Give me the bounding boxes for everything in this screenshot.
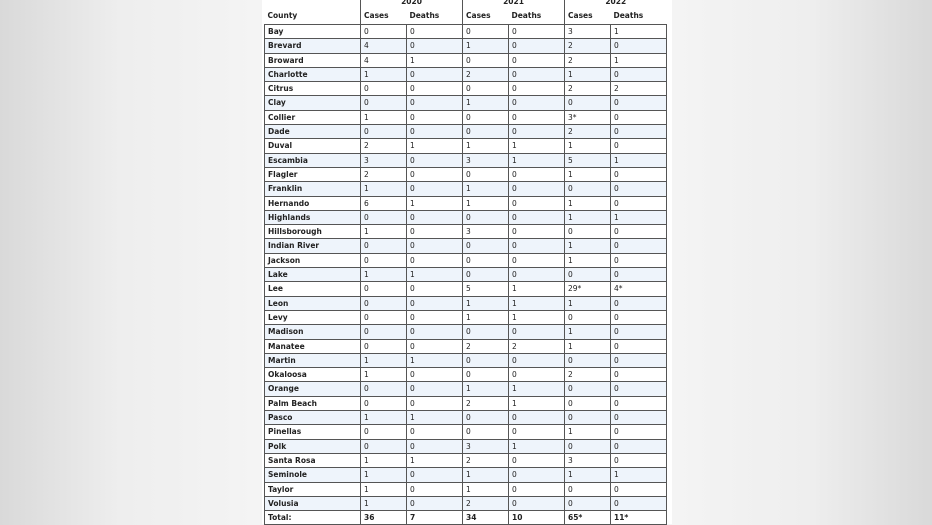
county-name-cell: Martin (265, 353, 361, 367)
deaths-2021-cell: 0 (509, 125, 565, 139)
county-name-cell: Escambia (265, 153, 361, 167)
county-name-cell: Hillsborough (265, 225, 361, 239)
cases-2020-cell: 0 (361, 125, 407, 139)
table-row (265, 67, 667, 81)
deaths-2020-cell: 0 (407, 496, 463, 510)
table-row (265, 239, 667, 253)
table-row (265, 353, 667, 367)
cases-2021-cell: 0 (463, 425, 509, 439)
cases-2020-cell: 4 (361, 53, 407, 67)
county-name-cell: Lake (265, 268, 361, 282)
cases-2020-cell: 0 (361, 425, 407, 439)
deaths-2020-cell: 1 (407, 196, 463, 210)
cases-2022-cell: 1 (565, 196, 611, 210)
table-row (265, 182, 667, 196)
deaths-2022-cell: 0 (611, 253, 667, 267)
deaths-2021-cell: 1 (509, 396, 565, 410)
total-label-cell: Total: (265, 511, 361, 525)
cases-2022-cell: 3 (565, 25, 611, 39)
deaths-2022-cell: 0 (611, 453, 667, 467)
deaths-2022-cell: 1 (611, 153, 667, 167)
table-row (265, 382, 667, 396)
deaths-2020-cell: 0 (407, 468, 463, 482)
deaths-2021-cell: 0 (509, 39, 565, 53)
table-row (265, 39, 667, 53)
deaths-2022-cell: 0 (611, 268, 667, 282)
county-name-cell: Lee (265, 282, 361, 296)
table-row (265, 411, 667, 425)
cases-2022-cell: 0 (565, 225, 611, 239)
cases-2020-cell: 0 (361, 210, 407, 224)
year-header-spacer (265, 0, 361, 7)
county-name-cell: Santa Rosa (265, 453, 361, 467)
county-name-cell: Duval (265, 139, 361, 153)
cases-2020-cell: 0 (361, 382, 407, 396)
cases-2021-cell: 1 (463, 468, 509, 482)
cases-2020-cell: 2 (361, 167, 407, 181)
cases-2022-cell: 2 (565, 53, 611, 67)
cases-2022-cell: 0 (565, 482, 611, 496)
county-name-cell: Levy (265, 310, 361, 324)
county-name-cell: Citrus (265, 82, 361, 96)
deaths-2020-cell: 0 (407, 310, 463, 324)
deaths-2020-cell: 0 (407, 253, 463, 267)
deaths-2020-cell: 0 (407, 67, 463, 81)
table-row (265, 425, 667, 439)
cases-2022-cell: 1 (565, 425, 611, 439)
deaths-2022-cell: 4* (611, 282, 667, 296)
cases-2021-cell: 1 (463, 310, 509, 324)
deaths-2022-cell: 0 (611, 110, 667, 124)
cases-2022-cell: 1 (565, 239, 611, 253)
cases-2022-cell: 0 (565, 496, 611, 510)
cases-2020-cell: 0 (361, 239, 407, 253)
deaths-2021-cell: 1 (509, 439, 565, 453)
county-name-cell: Volusia (265, 496, 361, 510)
county-name-cell: Seminole (265, 468, 361, 482)
deaths-2020-cell: 0 (407, 182, 463, 196)
deaths-2020-cell: 0 (407, 110, 463, 124)
deaths-2020-cell: 0 (407, 82, 463, 96)
cases-2021-cell: 1 (463, 39, 509, 53)
deaths-2022-cell: 0 (611, 368, 667, 382)
table-row (265, 82, 667, 96)
table-row (265, 496, 667, 510)
cases-2022-cell: 1 (565, 210, 611, 224)
deaths-2020-cell: 0 (407, 396, 463, 410)
document-sheet (262, 0, 672, 524)
cases-2021-cell: 1 (463, 296, 509, 310)
table-row (265, 167, 667, 181)
cases-2020-cell: 1 (361, 468, 407, 482)
deaths-2022-cell: 0 (611, 182, 667, 196)
deaths-2020-cell: 1 (407, 411, 463, 425)
cases-2021-cell: 2 (463, 396, 509, 410)
deaths-2021-cell: 0 (509, 353, 565, 367)
county-name-cell: Franklin (265, 182, 361, 196)
cases-2022-cell: 1 (565, 468, 611, 482)
county-name-cell: Indian River (265, 239, 361, 253)
cases-2020-cell: 1 (361, 482, 407, 496)
cases-2020-cell: 0 (361, 310, 407, 324)
cases-2021-cell: 1 (463, 382, 509, 396)
deaths-2022-cell: 0 (611, 296, 667, 310)
cases-2020-cell: 0 (361, 339, 407, 353)
cases-2020-cell: 0 (361, 296, 407, 310)
table-row (265, 268, 667, 282)
deaths-2022-cell: 0 (611, 439, 667, 453)
deaths-2021-cell: 0 (509, 496, 565, 510)
cases-2021-cell: 3 (463, 225, 509, 239)
deaths-2022-cell: 0 (611, 411, 667, 425)
cases-2021-cell: 1 (463, 96, 509, 110)
cases-2022-cell: 3 (565, 453, 611, 467)
deaths-2021-cell: 0 (509, 82, 565, 96)
cases-2022-cell: 1 (565, 296, 611, 310)
cases-2022-cell: 2 (565, 82, 611, 96)
year-header-2021: 2021 (463, 0, 565, 7)
cases-2021-cell: 2 (463, 67, 509, 81)
deaths-2022-cell: 1 (611, 53, 667, 67)
cases-2021-cell: 1 (463, 482, 509, 496)
cases-2020-cell: 1 (361, 453, 407, 467)
cases-2022-cell: 0 (565, 353, 611, 367)
deaths-2021-cell: 1 (509, 282, 565, 296)
cases-2020-cell: 1 (361, 268, 407, 282)
deaths-2020-cell: 0 (407, 239, 463, 253)
deaths-2020-cell: 0 (407, 96, 463, 110)
county-name-cell: Polk (265, 439, 361, 453)
cases-2021-cell: 0 (463, 167, 509, 181)
cases-2022-cell: 1 (565, 67, 611, 81)
cases-2022-cell: 3* (565, 110, 611, 124)
total-cases-2021-cell: 34 (463, 511, 509, 525)
county-name-cell: Flagler (265, 167, 361, 181)
cases-2021-cell: 0 (463, 411, 509, 425)
cases-2021-cell: 0 (463, 353, 509, 367)
deaths-2020-cell: 0 (407, 382, 463, 396)
deaths-2021-cell: 0 (509, 268, 565, 282)
county-name-cell: Broward (265, 53, 361, 67)
cases-2020-cell: 1 (361, 368, 407, 382)
deaths-2021-cell: 1 (509, 296, 565, 310)
deaths-2022-cell: 0 (611, 96, 667, 110)
cases-2022-cell: 29* (565, 282, 611, 296)
cases-2021-cell: 3 (463, 439, 509, 453)
cases-2020-cell: 0 (361, 325, 407, 339)
deaths-2020-cell: 0 (407, 339, 463, 353)
deaths-2021-cell: 0 (509, 225, 565, 239)
cases-2020-cell: 0 (361, 282, 407, 296)
cases-2022-cell: 0 (565, 96, 611, 110)
county-name-cell: Orange (265, 382, 361, 396)
deaths-2022-cell: 1 (611, 210, 667, 224)
cases-2022-cell: 0 (565, 396, 611, 410)
deaths-2021-cell: 0 (509, 53, 565, 67)
county-name-cell: Pinellas (265, 425, 361, 439)
table-row (265, 25, 667, 39)
deaths-2022-cell: 0 (611, 310, 667, 324)
cases-2022-cell: 1 (565, 139, 611, 153)
deaths-2021-cell: 0 (509, 196, 565, 210)
table-row (265, 96, 667, 110)
deaths-2021-cell: 0 (509, 182, 565, 196)
cases-2021-cell: 2 (463, 453, 509, 467)
county-column-header: County (265, 7, 361, 25)
deaths-2021-cell: 0 (509, 210, 565, 224)
year-header-2020: 2020 (361, 0, 463, 7)
county-name-cell: Highlands (265, 210, 361, 224)
cases-2021-cell: 0 (463, 82, 509, 96)
table-row (265, 139, 667, 153)
cases-2021-cell: 0 (463, 239, 509, 253)
county-name-cell: Bay (265, 25, 361, 39)
deaths-2020-cell: 0 (407, 225, 463, 239)
deaths-2021-cell: 0 (509, 239, 565, 253)
total-deaths-2021-cell: 10 (509, 511, 565, 525)
cases-2022-cell: 0 (565, 439, 611, 453)
cases-deaths-table (264, 0, 667, 525)
deaths-2020-cell: 0 (407, 368, 463, 382)
cases-2022-cell: 1 (565, 325, 611, 339)
county-name-cell: Brevard (265, 39, 361, 53)
cases-2021-cell: 0 (463, 368, 509, 382)
deaths-2021-cell: 0 (509, 67, 565, 81)
deaths-2021-cell: 0 (509, 453, 565, 467)
cases-2021-cell: 0 (463, 25, 509, 39)
cases-2022-cell: 0 (565, 411, 611, 425)
cases-2022-cell: 2 (565, 368, 611, 382)
cases-2020-cell: 1 (361, 225, 407, 239)
table-row (265, 110, 667, 124)
deaths-2020-cell: 1 (407, 139, 463, 153)
table-row (265, 296, 667, 310)
county-name-cell: Pasco (265, 411, 361, 425)
deaths-2022-cell: 0 (611, 382, 667, 396)
table-body (265, 25, 667, 525)
deaths-2021-cell: 1 (509, 310, 565, 324)
cases-2020-cell: 0 (361, 82, 407, 96)
table-row (265, 125, 667, 139)
cases-2020-cell: 1 (361, 353, 407, 367)
cases-2020-cell: 1 (361, 67, 407, 81)
cases-2020-cell: 0 (361, 253, 407, 267)
deaths-2022-cell: 0 (611, 353, 667, 367)
table-row (265, 439, 667, 453)
deaths-2020-cell: 1 (407, 53, 463, 67)
cases-2020-cell: 1 (361, 110, 407, 124)
cases-2020-cell: 0 (361, 439, 407, 453)
deaths-2022-cell: 0 (611, 396, 667, 410)
deaths-2020-cell: 0 (407, 25, 463, 39)
deaths-2022-cell: 0 (611, 225, 667, 239)
total-cases-2022-cell: 65* (565, 511, 611, 525)
cases-2021-cell: 0 (463, 210, 509, 224)
cases-2021-cell: 0 (463, 125, 509, 139)
table-row (265, 368, 667, 382)
deaths-2022-cell: 0 (611, 325, 667, 339)
table-row (265, 153, 667, 167)
county-name-cell: Charlotte (265, 67, 361, 81)
table-row (265, 196, 667, 210)
deaths-2020-cell: 0 (407, 482, 463, 496)
deaths-2022-cell: 0 (611, 339, 667, 353)
cases-2022-cell: 0 (565, 382, 611, 396)
deaths-2022-cell: 0 (611, 167, 667, 181)
county-name-cell: Madison (265, 325, 361, 339)
deaths-2021-cell: 0 (509, 325, 565, 339)
cases-2021-cell: 0 (463, 268, 509, 282)
table-row (265, 468, 667, 482)
table-row (265, 310, 667, 324)
cases-2020-cell: 1 (361, 496, 407, 510)
cases-2021-cell: 5 (463, 282, 509, 296)
county-name-cell: Dade (265, 125, 361, 139)
cases-2022-cell: 0 (565, 182, 611, 196)
deaths-2020-cell: 1 (407, 268, 463, 282)
table-row (265, 453, 667, 467)
county-name-cell: Okaloosa (265, 368, 361, 382)
cases-column-header: Cases (361, 7, 407, 25)
deaths-2021-cell: 0 (509, 167, 565, 181)
cases-2020-cell: 6 (361, 196, 407, 210)
cases-2020-cell: 2 (361, 139, 407, 153)
cases-2021-cell: 2 (463, 496, 509, 510)
table-row (265, 225, 667, 239)
cases-2022-cell: 1 (565, 167, 611, 181)
cases-2021-cell: 1 (463, 139, 509, 153)
deaths-2021-cell: 0 (509, 253, 565, 267)
deaths-2020-cell: 1 (407, 453, 463, 467)
deaths-2020-cell: 0 (407, 39, 463, 53)
cases-2020-cell: 3 (361, 153, 407, 167)
table-row (265, 396, 667, 410)
county-name-cell: Manatee (265, 339, 361, 353)
deaths-2020-cell: 0 (407, 167, 463, 181)
table-row (265, 53, 667, 67)
cases-column-header: Cases (463, 7, 509, 25)
cases-2020-cell: 1 (361, 182, 407, 196)
deaths-2020-cell: 0 (407, 153, 463, 167)
deaths-2021-cell: 0 (509, 411, 565, 425)
cases-2022-cell: 0 (565, 268, 611, 282)
table-row (265, 253, 667, 267)
county-name-cell: Palm Beach (265, 396, 361, 410)
county-name-cell: Clay (265, 96, 361, 110)
deaths-2022-cell: 0 (611, 39, 667, 53)
deaths-2021-cell: 0 (509, 25, 565, 39)
county-name-cell: Hernando (265, 196, 361, 210)
deaths-2020-cell: 0 (407, 210, 463, 224)
deaths-2022-cell: 1 (611, 468, 667, 482)
cases-2021-cell: 0 (463, 110, 509, 124)
cases-2022-cell: 2 (565, 39, 611, 53)
table-row (265, 282, 667, 296)
cases-2021-cell: 2 (463, 339, 509, 353)
deaths-2022-cell: 0 (611, 496, 667, 510)
deaths-2021-cell: 1 (509, 153, 565, 167)
deaths-2021-cell: 0 (509, 368, 565, 382)
deaths-2020-cell: 0 (407, 425, 463, 439)
deaths-2020-cell: 0 (407, 282, 463, 296)
cases-2021-cell: 0 (463, 325, 509, 339)
year-header-row (265, 0, 667, 7)
cases-2021-cell: 1 (463, 196, 509, 210)
deaths-2022-cell: 0 (611, 425, 667, 439)
county-name-cell: Collier (265, 110, 361, 124)
deaths-2021-cell: 1 (509, 139, 565, 153)
cases-2022-cell: 0 (565, 310, 611, 324)
cases-2022-cell: 1 (565, 339, 611, 353)
total-cases-2020-cell: 36 (361, 511, 407, 525)
deaths-2022-cell: 1 (611, 25, 667, 39)
deaths-2020-cell: 0 (407, 125, 463, 139)
deaths-2020-cell: 1 (407, 353, 463, 367)
cases-2022-cell: 2 (565, 125, 611, 139)
deaths-2022-cell: 0 (611, 125, 667, 139)
cases-2020-cell: 0 (361, 96, 407, 110)
deaths-2020-cell: 0 (407, 439, 463, 453)
cases-2020-cell: 0 (361, 25, 407, 39)
cases-2022-cell: 5 (565, 153, 611, 167)
deaths-column-header: Deaths (509, 7, 565, 25)
deaths-2020-cell: 0 (407, 325, 463, 339)
table-row (265, 210, 667, 224)
deaths-2021-cell: 0 (509, 468, 565, 482)
year-header-2022: 2022 (565, 0, 667, 7)
deaths-2021-cell: 0 (509, 425, 565, 439)
county-name-cell: Jackson (265, 253, 361, 267)
table-row (265, 482, 667, 496)
deaths-2020-cell: 0 (407, 296, 463, 310)
table-row (265, 325, 667, 339)
deaths-2022-cell: 0 (611, 239, 667, 253)
cases-2020-cell: 1 (361, 411, 407, 425)
deaths-2022-cell: 0 (611, 67, 667, 81)
deaths-2021-cell: 0 (509, 110, 565, 124)
total-deaths-2022-cell: 11* (611, 511, 667, 525)
table-row (265, 339, 667, 353)
county-name-cell: Leon (265, 296, 361, 310)
deaths-column-header: Deaths (611, 7, 667, 25)
deaths-column-header: Deaths (407, 7, 463, 25)
total-deaths-2020-cell: 7 (407, 511, 463, 525)
deaths-2021-cell: 0 (509, 96, 565, 110)
deaths-2021-cell: 1 (509, 382, 565, 396)
cases-2021-cell: 0 (463, 253, 509, 267)
deaths-2022-cell: 2 (611, 82, 667, 96)
total-row (265, 511, 667, 525)
cases-2022-cell: 1 (565, 253, 611, 267)
deaths-2022-cell: 0 (611, 139, 667, 153)
deaths-2022-cell: 0 (611, 196, 667, 210)
cases-2020-cell: 4 (361, 39, 407, 53)
cases-2020-cell: 0 (361, 396, 407, 410)
cases-2021-cell: 0 (463, 53, 509, 67)
deaths-2021-cell: 2 (509, 339, 565, 353)
deaths-2022-cell: 0 (611, 482, 667, 496)
cases-column-header: Cases (565, 7, 611, 25)
column-header-row (265, 7, 667, 25)
cases-2021-cell: 3 (463, 153, 509, 167)
cases-2021-cell: 1 (463, 182, 509, 196)
deaths-2021-cell: 0 (509, 482, 565, 496)
county-name-cell: Taylor (265, 482, 361, 496)
